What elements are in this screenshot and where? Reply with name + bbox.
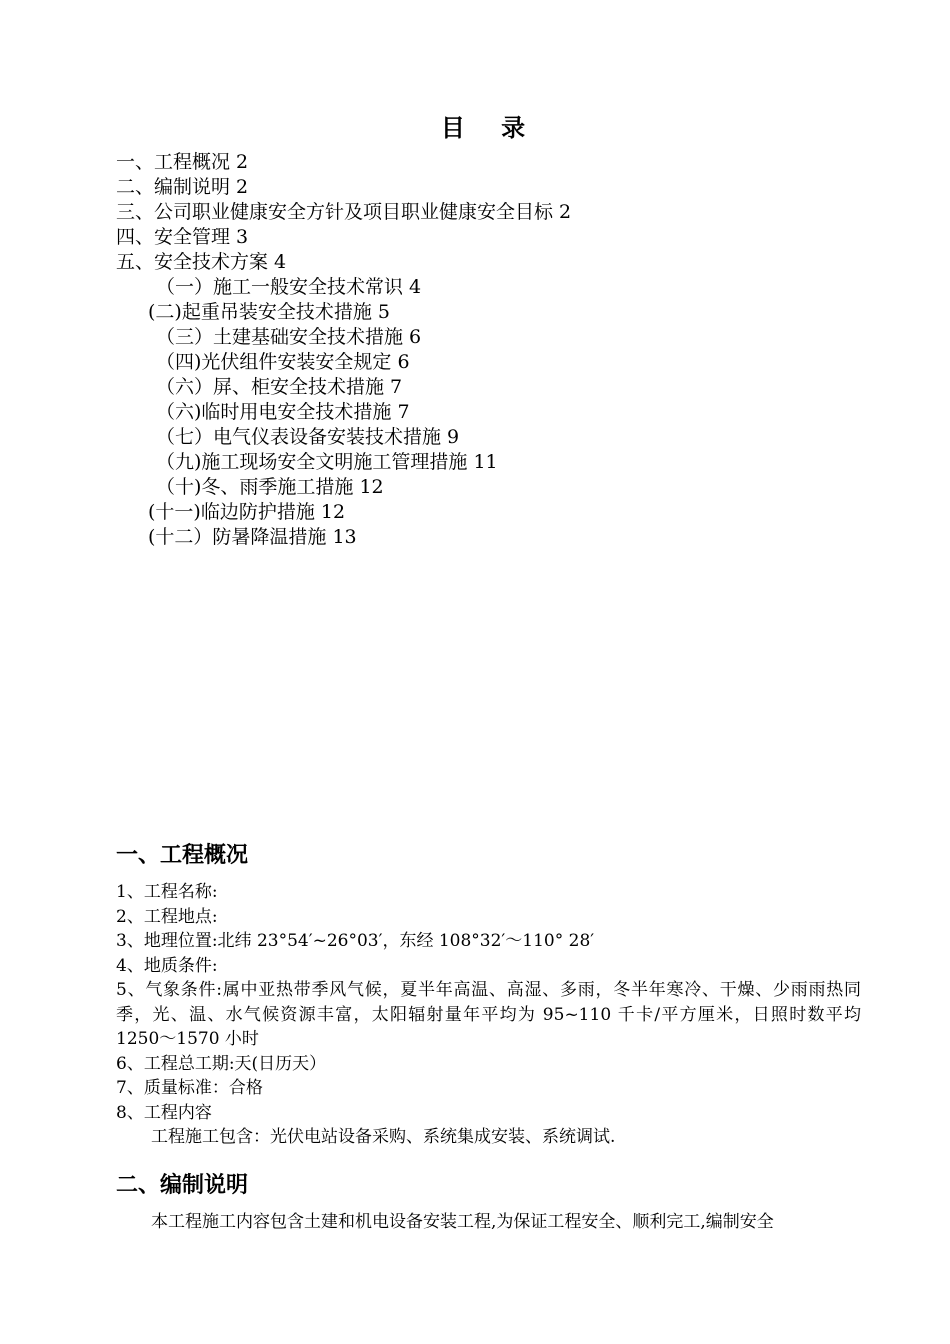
paragraph: 5、气象条件:属中亚热带季风气候，夏半年高温、高湿、多雨，冬半年寒冷、干燥、少雨雨热同季，光、温、水气候资源丰富，太阳辐射量年平均为 95~110 千卡/平方厘米，日照时数平均 1250～1570 小时 [116, 980, 861, 1049]
project-overview-body [116, 880, 861, 1150]
section-heading-project-overview: 一、工程概况 [116, 842, 249, 868]
toc-subentry[interactable]: （七）电气仪表设备安装技术措施 9 [156, 426, 460, 448]
paragraph: 8、工程内容 [116, 1102, 212, 1123]
toc-entry[interactable]: 二、编制说明 2 [116, 176, 249, 198]
toc-subentry[interactable]: (二)起重吊装安全技术措施 5 [148, 301, 390, 323]
toc-title: 目 录 [440, 113, 540, 142]
toc-entry[interactable]: 一、工程概况 2 [116, 151, 249, 173]
paragraph: 6、工程总工期:天(日历天） [116, 1053, 327, 1074]
toc-subentry[interactable]: （六）屏、柜安全技术措施 7 [156, 376, 403, 398]
paragraph: 本工程施工内容包含土建和机电设备安装工程,为保证工程安全、顺利完工,编制安全 [151, 1212, 774, 1232]
toc-subentry[interactable]: （三）土建基础安全技术措施 6 [156, 326, 422, 348]
toc-subentry[interactable]: (十一)临边防护措施 12 [148, 501, 346, 523]
toc-entry[interactable]: 三、公司职业健康安全方针及项目职业健康安全目标 2 [116, 201, 572, 223]
toc-subentry[interactable]: (十二）防暑降温措施 13 [148, 526, 357, 548]
paragraph: 工程施工包含：光伏电站设备采购、系统集成安装、系统调试. [151, 1127, 616, 1147]
paragraph: 2、工程地点: [116, 906, 218, 927]
toc-subentry[interactable]: （六)临时用电安全技术措施 7 [156, 401, 410, 423]
paragraph: 4、地质条件: [116, 955, 218, 976]
table-of-contents [116, 150, 571, 550]
toc-subentry[interactable]: （九)施工现场安全文明施工管理措施 11 [156, 451, 498, 473]
paragraph: 7、质量标准：合格 [116, 1078, 263, 1098]
toc-subentry[interactable]: （十)冬、雨季施工措施 12 [156, 476, 384, 498]
toc-subentry[interactable]: （一）施工一般安全技术常识 4 [156, 276, 422, 298]
toc-entry[interactable]: 四、安全管理 3 [116, 226, 249, 248]
toc-entry[interactable]: 五、安全技术方案 4 [116, 251, 287, 273]
section-heading-compilation-notes: 二、编制说明 [116, 1172, 249, 1198]
paragraph: 3、地理位置:北纬 23°54′~26°03′，东经 108°32′～110° 28′ [116, 931, 595, 951]
toc-subentry[interactable]: （四)光伏组件安装安全规定 6 [156, 351, 410, 373]
paragraph: 1、工程名称: [116, 882, 218, 902]
compilation-notes-body [116, 1210, 861, 1235]
